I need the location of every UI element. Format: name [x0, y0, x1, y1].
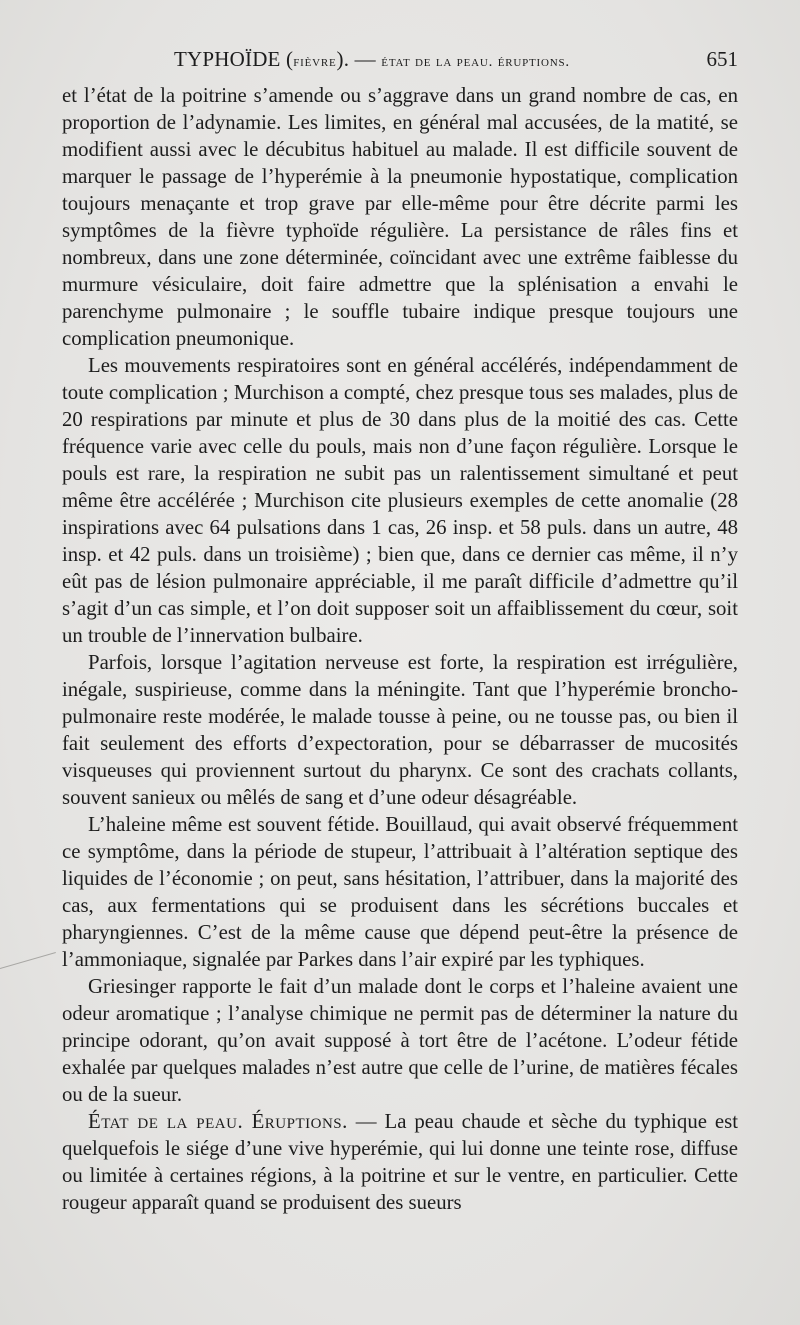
paragraph-5: Griesinger rapporte le fait d’un malade dont le corps et l’haleine avaient une odeur aromatique ; l’analyse chimique ne permit pas de déterminer la nature du principe odorant, qu’on avait supposé à tort être de l’acétone. L’odeur fétide exhalée par quelques malades n’est autre que celle de l’urine, de matières fécales ou de la sueur.: [62, 975, 738, 1106]
running-title-smallcaps: fièvre: [293, 54, 337, 70]
page-number: 651: [706, 47, 738, 71]
paragraph-1: et l’état de la poitrine s’amende ou s’aggrave dans un grand nombre de cas, en proportion de l’adynamie. Les limites, en général mal accusées, de la matité, se modifient aussi avec le décubitus habituel au malade. Il est difficile souvent de marquer le passage de l’hyperémie à la pneumonie hypostatique, complication toujours menaçante et trop grave par elle-même pour être décrite parmi les symptômes de la fièvre typhoïde régulière. La persistance de râles fins et nombreux, dans une zone déterminée, coïncidant avec une extrême faiblesse du murmure vésiculaire, doit faire admettre que la splénisation a envahi le parenchyme pulmonaire ; le souffle tubaire indique presque toujours une complication pneumonique.: [62, 84, 738, 350]
running-title-dash: ). —: [336, 47, 382, 71]
running-title: [174, 44, 570, 77]
paragraph-2: Les mouvements respiratoires sont en général accélérés, indépendamment de toute complication ; Murchison a compté, chez presque tous ses malades, plus de 20 respirations par minute et plus de 30 dans plus de la moitié des cas. Cette fréquence varie avec celle du pouls, mais non d’une façon régulière. Lorsque le pouls est rare, la respiration ne subit pas un ralentissement simultané et peut même être accélérée ; Murchison cite plusieurs exemples de cette anomalie (28 inspirations avec 64 pulsations dans 1 cas, 26 insp. et 58 puls. dans un autre, 48 insp. et 42 puls. dans un troisième) ; bien que, dans ce dernier cas même, il n’y eût pas de lésion pulmonaire appréciable, il me paraît difficile d’admettre qu’il s’agit d’un cas simple, et l’on doit supposer soit un affaiblissement du cœur, soit un trouble de l’innervation bulbaire.: [62, 354, 738, 647]
paragraph-3: Parfois, lorsque l’agitation nerveuse est forte, la respiration est irrégulière, inégale, suspirieuse, comme dans la méningite. Tant que l’hyperémie broncho-pulmonaire reste modérée, le malade tousse à peine, ou ne tousse pas, ou bien il fait seulement des efforts d’expectoration, pour se débarrasser de mucosités visqueuses qui proviennent surtout du pharynx. Ce sont des crachats collants, souvent sanieux ou mêlés de sang et d’une odeur désagréable.: [62, 651, 738, 809]
paragraph-6: [62, 1108, 738, 1216]
running-title-main: TYPHOÏDE (: [174, 47, 294, 71]
running-title-section: état de la peau. éruptions.: [381, 54, 570, 70]
running-head: [62, 44, 738, 74]
paragraph-6-text: — La peau chaude et sèche du typhique est quelquefois le siége d’une vive hyperémie, qui lui donne une teinte rose, diffuse ou limitée à certaines régions, à la poitrine et sur le ventre, en particulier. Cette rougeur apparaît quand se produisent des sueurs: [62, 1110, 738, 1214]
section-heading: État de la peau. Éruptions.: [88, 1110, 348, 1133]
paragraph-4: L’haleine même est souvent fétide. Bouillaud, qui avait observé fréquemment ce symptôme, dans la période de stupeur, l’attribuait à l’altération septique des liquides de l’économie ; on peut, sans hésitation, l’attribuer, dans la majorité des cas, aux fermentations qui se produisent dans les sécrétions buccales et pharyngiennes. C’est de la même cause que dépend peut-être la présence de l’ammoniaque, signalée par Parkes dans l’air expiré par les typhiques.: [62, 813, 738, 971]
body-text: [62, 82, 738, 1216]
margin-mark: [0, 952, 56, 969]
